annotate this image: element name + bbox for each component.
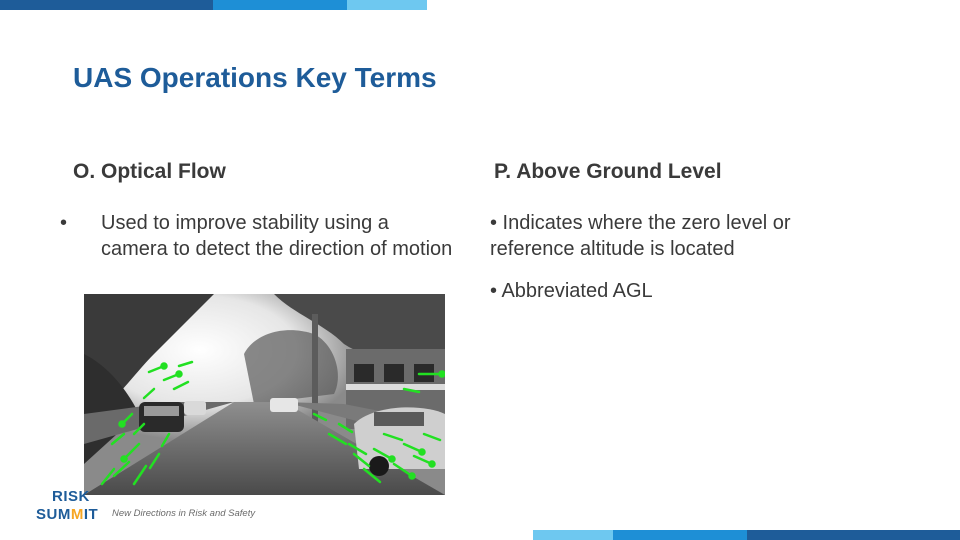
- logo-word-risk: RISK: [52, 488, 90, 505]
- list-item: [60, 210, 460, 262]
- optical-flow-heading: O. Optical Flow: [73, 160, 226, 183]
- bottom-accent-bar: [533, 530, 960, 540]
- optical-flow-definition: Used to improve stability using a camera to detect the direction of motion: [101, 212, 453, 260]
- bottom-bar-segment-mid: [613, 530, 747, 540]
- bottom-bar-segment-light: [533, 530, 613, 540]
- logo-summit-part-b: IT: [83, 506, 99, 523]
- street-scene-image: [84, 294, 445, 495]
- list-item: • Abbreviated AGL: [490, 280, 653, 302]
- logo-word-summit: [36, 506, 98, 523]
- top-accent-bar: [0, 0, 427, 10]
- footer-tagline: New Directions in Risk and Safety: [112, 508, 256, 519]
- optical-flow-bullets: [60, 210, 460, 262]
- agl-heading: P. Above Ground Level: [494, 160, 722, 183]
- top-bar-segment-light: [347, 0, 427, 10]
- top-bar-segment-dark: [0, 0, 213, 10]
- logo-summit-accent: M: [70, 506, 84, 523]
- agl-bullets: [490, 210, 880, 320]
- risk-summit-logo: [36, 488, 102, 524]
- logo-summit-part-a: SUM: [36, 506, 71, 523]
- optical-flow-photo: [84, 294, 445, 495]
- top-bar-segment-mid: [213, 0, 347, 10]
- slide-title: UAS Operations Key Terms: [73, 62, 437, 93]
- bullet-marker: •: [60, 212, 68, 234]
- list-item: • Indicates where the zero level or reference altitude is located: [490, 212, 791, 260]
- bottom-bar-segment-dark: [747, 530, 960, 540]
